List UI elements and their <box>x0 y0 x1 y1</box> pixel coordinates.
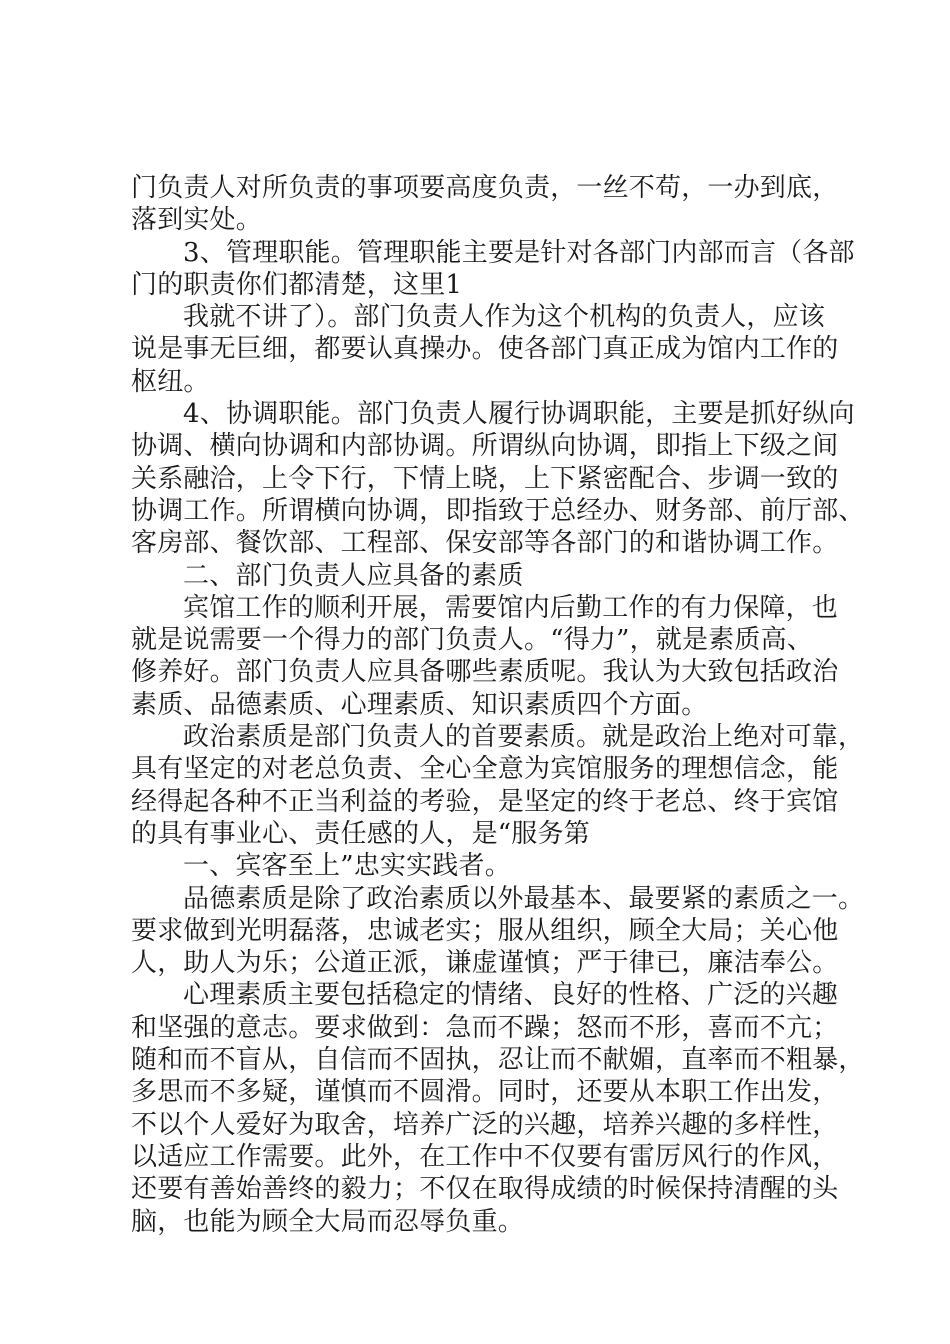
text-line: 脑，也能为顾全大局而忍辱负重。 <box>131 1206 525 1237</box>
text-line: 协调、横向协调和内部协调。所谓纵向协调，即指上下级之间 <box>131 431 839 462</box>
text-line: 我就不讲了）。部门负责人作为这个机构的负责人，应该 <box>183 302 826 333</box>
text-line: 还要有善始善终的毅力；不仅在取得成绩的时候保持清醒的头 <box>131 1174 839 1205</box>
text-line: 修养好。部门负责人应具备哪些素质呢。我认为大致包括政治 <box>131 657 839 688</box>
text-line: 协调工作。所谓横向协调，即指致于总经办、财务部、前厅部、 <box>131 495 865 526</box>
text-line: 一、宾客至上”忠实实践者。 <box>183 851 511 882</box>
text-line: 要求做到光明磊落，忠诚老实；服从组织，顾全大局；关心他 <box>131 915 839 946</box>
text-line: 门负责人对所负责的事项要高度负责，一丝不苟，一办到底， <box>131 173 839 203</box>
text-line: 随和而不盲从，自信而不固执，忍让而不献媚，直率而不粗暴， <box>131 1045 865 1076</box>
text-line: 多思而不多疑，谨慎而不圆滑。同时，还要从本职工作出发， <box>131 1077 839 1108</box>
text-line: 枢纽。 <box>131 366 210 397</box>
text-line: 门的职责你们都清楚，这里1 <box>131 269 463 300</box>
text-line: 经得起各种不正当利益的考验，是坚定的终于老总、终于宾馆 <box>131 786 839 817</box>
text-line: 二、部门负责人应具备的素质 <box>183 560 524 591</box>
text-line: 3、管理职能。管理职能主要是针对各部门内部而言（各部 <box>183 237 855 268</box>
text-line: 落到实处。 <box>131 205 263 236</box>
text-line: 客房部、餐饮部、工程部、保安部等各部门的和谐协调工作。 <box>131 528 839 559</box>
text-line: 心理素质主要包括稳定的情绪、良好的性格、广泛的兴趣 <box>183 980 839 1011</box>
document-body <box>131 172 865 1238</box>
text-line: 宾馆工作的顺利开展，需要馆内后勤工作的有力保障，也 <box>183 592 839 623</box>
text-line: 不以个人爱好为取舍，培养广泛的兴趣，培养兴趣的多样性， <box>131 1109 839 1140</box>
text-line: 4、协调职能。部门负责人履行协调职能，主要是抓好纵向 <box>183 399 855 430</box>
text-line: 说是事无巨细，都要认真操办。使各部门真正成为馆内工作的 <box>131 334 839 365</box>
text-line: 的具有事业心、责任感的人，是“服务第 <box>131 818 590 849</box>
text-line: 素质、品德素质、心理素质、知识素质四个方面。 <box>131 689 708 720</box>
text-line: 政治素质是部门负责人的首要素质。就是政治上绝对可靠， <box>183 722 865 753</box>
text-line: 品德素质是除了政治素质以外最基本、最要紧的素质之一。 <box>183 883 865 914</box>
text-line: 就是说需要一个得力的部门负责人。“得力”，就是素质高、 <box>131 625 813 656</box>
text-line: 关系融洽，上令下行，下情上晓，上下紧密配合、步调一致的 <box>131 463 839 494</box>
text-line: 人，助人为乐；公道正派，谦虚谨慎；严于律已，廉洁奉公。 <box>131 948 839 979</box>
text-line: 和坚强的意志。要求做到：急而不躁；怒而不形，喜而不亢； <box>131 1012 839 1043</box>
text-line: 具有坚定的对老总负责、全心全意为宾馆服务的理想信念，能 <box>131 754 839 785</box>
text-line: 以适应工作需要。此外，在工作中不仅要有雷厉风行的作风， <box>131 1141 839 1172</box>
